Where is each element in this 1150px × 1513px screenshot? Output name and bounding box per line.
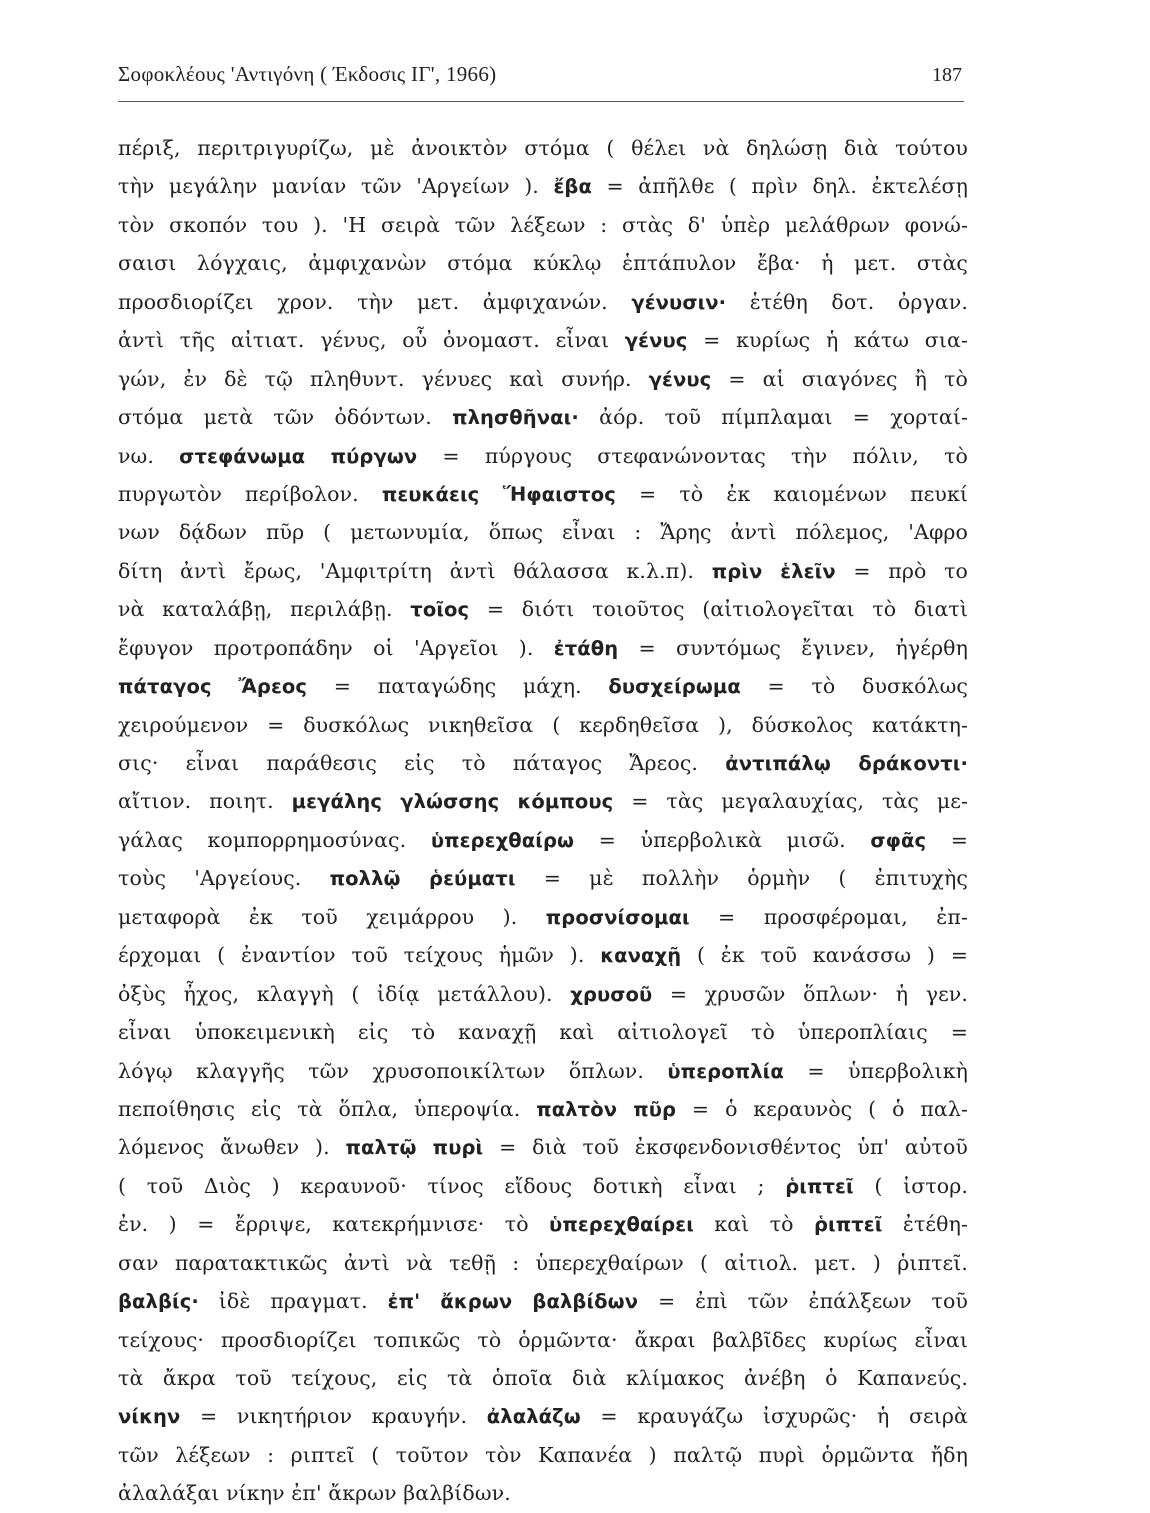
text-run: σις· εἶναι παράθεσις εἰς τὸ πάταγος Ἄρεος.: [118, 751, 726, 775]
text-line: [118, 129, 968, 167]
text-run: = πρὸ το: [835, 558, 968, 583]
text-line: [118, 437, 968, 475]
text-run: ἔφυγον προτροπάδην οἱ 'Αργεῖοι ).: [118, 635, 554, 660]
text-line: [118, 1244, 968, 1282]
headword: πάταγος Ἄρεος: [118, 675, 308, 699]
headword: πρὶν ἑλεῖν: [711, 559, 836, 583]
text-run: πέριξ, περιτριγυρίζω, μὲ ἀνοικτὸν στόμα ( θέλει νὰ δηλώσῃ διὰ τούτου: [118, 136, 968, 160]
headword: ἀλαλάζω: [486, 1405, 581, 1429]
text-run: ὀξὺς ἦχος, κλαγγὴ ( ἰδίᾳ μετάλλου).: [118, 981, 571, 1006]
text-line: [118, 167, 968, 205]
text-run: = ὑπερβολικὴ: [783, 1058, 968, 1083]
text-run: καὶ τὸ: [693, 1212, 814, 1237]
text-line: [118, 706, 968, 744]
text-run: = ὑπερβολικὰ μισῶ.: [574, 827, 871, 852]
text-run: γών, ἐν δὲ τῷ πληθυντ. γένυες καὶ συνήρ.: [118, 366, 649, 391]
text-run: τείχους· προσδιορίζει τοπικῶς τὸ ὁρμῶντα· ἄκραι βαλβῖδες κυρίως εἶναι: [118, 1327, 968, 1352]
text-line: [118, 206, 968, 244]
text-run: = διὰ τοῦ ἐκσφενδονισθέντος ὑπ' αὐτοῦ: [483, 1135, 968, 1160]
text-run: ἰδὲ πραγματ.: [198, 1289, 388, 1314]
text-run: = διότι τοιοῦτος (αἰτιολογεῖται τὸ διατὶ: [469, 597, 968, 622]
headword: χρυσοῦ: [570, 982, 653, 1006]
text-line: [118, 1474, 968, 1512]
text-line: [118, 1321, 968, 1359]
text-run: ἑτέθη δοτ. ὀργαν.: [726, 289, 968, 314]
headword: βαλβίς·: [118, 1290, 199, 1314]
text-run: = νικητήριον κραυγήν.: [180, 1404, 487, 1429]
text-run: = τὰς μεγαλαυχίας, τὰς με-: [613, 789, 968, 814]
headword: ὑπεροπλία: [667, 1059, 784, 1083]
text-run: = μὲ πολλὴν ὁρμὴν ( ἐπιτυχὴς: [515, 866, 968, 891]
text-run: ( ἱστορ.: [853, 1173, 968, 1198]
headword: ῥιπτεῖ: [785, 1174, 854, 1198]
headword: πευκάεις Ἥφαιστος: [381, 482, 616, 506]
text-line: [118, 1397, 968, 1435]
header-rule: [118, 101, 964, 102]
text-run: αἴτιον. ποιητ.: [118, 789, 292, 814]
headword: ἔβα: [553, 175, 592, 199]
text-run: νω.: [118, 443, 180, 468]
text-run: λόμενος ἄνωθεν ).: [118, 1135, 346, 1160]
text-line: [118, 590, 968, 628]
text-line: [118, 1052, 968, 1090]
text-run: τὰ ἄκρα τοῦ τείχους, εἰς τὰ ὁποῖα διὰ κλίμακος ἀνέβη ὁ Καπανεύς.: [118, 1366, 968, 1390]
text-run: = κραυγάζω ἰσχυρῶς· ἡ σειρὰ: [580, 1404, 968, 1429]
text-run: στόμα μετὰ τῶν ὀδόντων.: [118, 405, 453, 430]
headword: ὑπερεχθαίρω: [430, 828, 575, 852]
text-run: προσδιορίζει χρον. τὴν μετ. ἀμφιχανών.: [118, 289, 632, 314]
text-line: [118, 513, 968, 551]
text-run: = τὸ ἐκ καιομένων πευκί: [615, 481, 968, 506]
text-run: = ἀπῆλθε ( πρὶν δηλ. ἐκτελέσῃ: [591, 174, 968, 199]
text-line: [118, 360, 968, 398]
text-line: [118, 975, 968, 1013]
text-line: [118, 936, 968, 974]
text-run: πυργωτὸν περίβολον.: [118, 481, 382, 506]
headword: ἐπ' ἄκρων βαλβίδων: [387, 1290, 639, 1314]
text-run: = χρυσῶν ὅπλων· ἡ γεν.: [652, 981, 968, 1006]
headword: ῥιπτεῖ: [813, 1213, 883, 1237]
headword: νίκην: [118, 1405, 181, 1429]
headword: ἐτάθη: [553, 636, 619, 660]
text-run: = αἱ σιαγόνες ἢ τὸ: [711, 366, 968, 391]
text-line: [118, 283, 968, 321]
text-run: δίτη ἀντὶ ἔρως, 'Αμφιτρίτη ἀντὶ θάλασσα κ.λ.π).: [118, 558, 712, 583]
text-run: ἐν. ) = ἔρριψε, κατεκρήμνισε· τὸ: [118, 1212, 550, 1237]
text-run: = κυρίως ἡ κάτω σια-: [687, 328, 968, 353]
text-line: [118, 244, 968, 282]
headword: μεγάλης γλώσσης κόμπους: [291, 790, 614, 814]
text-line: [118, 859, 968, 897]
text-run: = προσφέρομαι, ἐπ-: [689, 904, 968, 929]
text-run: = συντόμως ἔγινεν, ἠγέρθη: [618, 635, 968, 660]
text-run: = ὁ κεραυνὸς ( ὁ παλ-: [676, 1096, 968, 1121]
text-run: εἶναι ὑποκειμενικὴ εἰς τὸ καναχῇ καὶ αἰτιολογεῖ τὸ ὑπεροπλίαις =: [118, 1020, 968, 1045]
text-line: [118, 821, 968, 859]
headword: τοῖος: [410, 598, 470, 622]
text-run: γάλας κομπορρημοσύνας.: [118, 827, 431, 852]
text-run: τὸν σκοπόν του ). 'Η σειρὰ τῶν λέξεων : στὰς δ' ὑπὲρ μελάθρων φονώ-: [118, 212, 968, 237]
text-line: [118, 1167, 968, 1205]
text-line: [118, 782, 968, 820]
text-run: νὰ καταλάβῃ, περιλάβῃ.: [118, 597, 411, 622]
headword: δυσχείρωμα: [608, 675, 741, 699]
headword: ὑπερεχθαίρει: [549, 1213, 694, 1237]
text-run: τοὺς 'Αργείους.: [118, 866, 330, 891]
text-run: σαν παρατακτικῶς ἀντὶ νὰ τεθῇ : ὑπερεχθαίρων ( αἰτιολ. μετ. ) ῥιπτεῖ.: [118, 1250, 968, 1275]
text-run: τὴν μεγάλην μανίαν τῶν 'Αργείων ).: [118, 174, 554, 199]
text-run: = ἐπὶ τῶν ἐπάλξεων τοῦ: [638, 1289, 968, 1314]
text-line: [118, 552, 968, 590]
text-line: [118, 321, 968, 359]
page-number: 187: [932, 64, 962, 86]
text-run: τῶν λέξεων : ριπτεῖ ( τοῦτον τὸν Καπανέα ) παλτῷ πυρὶ ὁρμῶντα ἤδη: [118, 1442, 968, 1467]
text-line: [118, 1436, 968, 1474]
commentary-text: [118, 129, 968, 1513]
text-line: [118, 1128, 968, 1166]
text-run: = παταγώδης μάχη.: [307, 674, 609, 699]
text-run: ( ἐκ τοῦ κανάσσω ) =: [681, 943, 968, 968]
headword: στεφάνωμα πύργων: [179, 444, 418, 468]
text-run: νων δᾴδων πῦρ ( μετωνυμία, ὅπως εἶναι : Ἄρης ἀντὶ πόλεμος, 'Αφρο: [118, 520, 968, 545]
text-run: = πύργους στεφανώνοντας τὴν πόλιν, τὸ: [417, 443, 968, 468]
text-line: [118, 744, 968, 782]
text-run: χειρούμενον = δυσκόλως νικηθεῖσα ( κερδηθεῖσα ), δύσκολος κατάκτη-: [118, 712, 968, 737]
text-line: [118, 1013, 968, 1051]
text-line: [118, 475, 968, 513]
headword: πολλῷ ῥεύματι: [329, 867, 516, 891]
headword: παλτῷ πυρὶ: [345, 1136, 484, 1160]
headword: γένυσιν·: [631, 290, 727, 314]
text-run: ( τοῦ Διὸς ) κεραυνοῦ· τίνος εἴδους δοτικὴ εἶναι ;: [118, 1173, 786, 1198]
text-line: [118, 1090, 968, 1128]
text-line: [118, 898, 968, 936]
text-line: [118, 1359, 968, 1397]
text-line: [118, 667, 968, 705]
text-run: σαισι λόγχαις, ἀμφιχανὼν στόμα κύκλῳ ἑπτάπυλον ἔβα· ἡ μετ. στὰς: [118, 251, 968, 276]
text-line: [118, 398, 968, 436]
text-run: ἐτέθη-: [882, 1212, 968, 1237]
page-header: [118, 56, 964, 96]
text-line: [118, 1282, 968, 1320]
text-run: = τὸ δυσκόλως: [740, 674, 968, 699]
text-run: ἀλαλάξαι νίκην ἐπ' ἄκρων βαλβίδων.: [118, 1481, 511, 1506]
text-run: έρχομαι ( ἐναντίον τοῦ τείχους ἡμῶν ).: [118, 943, 601, 968]
text-run: ἀόρ. τοῦ πίμπλαμαι = χορταί-: [578, 405, 968, 430]
text-run: πεποίθησις εἰς τὰ ὅπλα, ὑπεροψία.: [118, 1096, 537, 1121]
headword: πλησθῆναι·: [452, 406, 579, 430]
headword: σφᾶς: [870, 828, 927, 852]
text-run: μεταφορὰ ἐκ τοῦ χειμάρρου ).: [118, 904, 546, 929]
headword: παλτὸν πῦρ: [536, 1097, 677, 1121]
headword: ἀντιπάλῳ δράκοντι·: [725, 752, 968, 775]
headword: καναχῇ: [600, 944, 682, 968]
running-title: Σοφοκλέους 'Αντιγόνη ( Έκδοσις ΙΓ', 1966): [118, 62, 497, 86]
headword: γένυς: [648, 367, 712, 391]
text-run: λόγῳ κλαγγῆς τῶν χρυσοποικίλτων ὅπλων.: [118, 1058, 668, 1083]
headword: γένυς: [624, 329, 688, 353]
text-run: ἀντὶ τῆς αἰτιατ. γένυς, οὗ ὀνομαστ. εἶναι: [118, 328, 625, 353]
text-line: [118, 629, 968, 667]
text-line: [118, 1205, 968, 1243]
headword: προσνίσομαι: [545, 905, 690, 929]
text-run: =: [926, 827, 968, 852]
